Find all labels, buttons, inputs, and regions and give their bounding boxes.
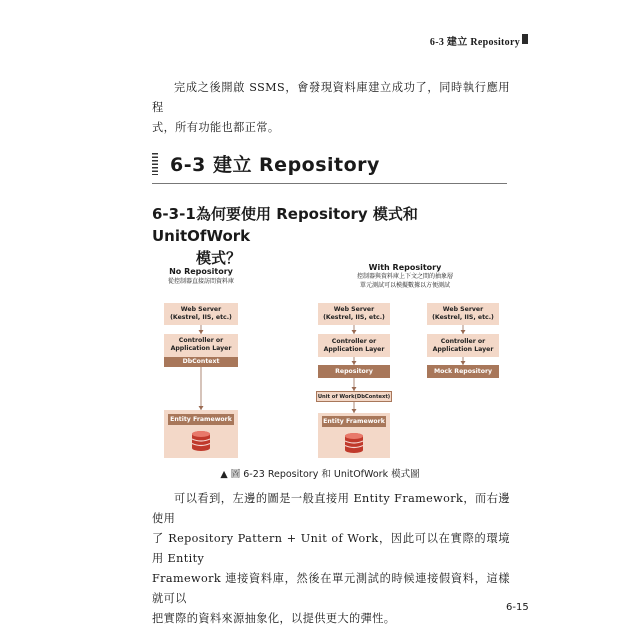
left-entity-framework-box <box>164 410 238 458</box>
section-title: 6-3 建立 Repository <box>170 154 380 176</box>
left-diagram-subtitle: 從控制器直接訪問資料庫 <box>167 278 234 285</box>
subsection-title-line-2: 模式？ <box>196 249 242 267</box>
right-web-server-box: Web Server (Kestrel, IIS, etc.) <box>318 303 390 325</box>
page-number: 6-15 <box>506 602 529 613</box>
body-line-1: 可以看到，左邊的圖是一般直接用 Entity Framework，而右邊使用 <box>152 492 510 525</box>
left-diagram-title: No Repository <box>169 267 233 276</box>
right-database-icon <box>344 432 364 454</box>
left-dbcontext-label: DbContext <box>164 357 238 367</box>
body-paragraph <box>152 489 510 629</box>
subsection-title-line-1: 為何要使用 Repository 模式和 UnitOfWork <box>152 205 418 245</box>
left-controller-label: Controller or Application Layer <box>170 337 232 352</box>
right-entity-framework-label: Entity Framework <box>322 416 386 427</box>
right-diagram-title: With Repository <box>368 263 442 272</box>
test-web-server-box: Web Server (Kestrel, IIS, etc.) <box>427 303 499 325</box>
left-database-icon <box>191 430 211 452</box>
intro-line-1: 完成之後開啟 SSMS，會發現資料庫建立成功了，同時執行應用程 <box>152 81 510 114</box>
running-header: 6-3 建立 Repository <box>429 37 520 48</box>
left-web-server-box: Web Server (Kestrel, IIS, etc.) <box>164 303 238 325</box>
body-line-2: 了 Repository Pattern + Unit of Work，因此可以在實際的環境用 Entity <box>152 532 510 565</box>
left-controller-box <box>164 334 238 367</box>
subsection-number: 6-3-1 <box>152 205 196 223</box>
body-line-3: Framework 連接資料庫，然後在單元測試的時候連接假資料，這樣就可以 <box>152 572 510 605</box>
right-controller-box: Controller or Application Layer <box>318 334 390 357</box>
figure-caption: ▲ 圖 6-23 Repository 和 UnitOfWork 模式圖 <box>220 469 420 480</box>
right-repository-box: Repository <box>318 365 390 378</box>
intro-line-2: 式，所有功能也都正常。 <box>152 121 280 134</box>
left-entity-framework-label: Entity Framework <box>168 414 234 425</box>
right-unit-of-work-box: Unit of Work(DbContext) <box>316 391 392 402</box>
test-controller-box: Controller or Application Layer <box>427 334 499 357</box>
right-diagram-subtitle-1: 控制器與資料庫上下文之間的抽象層 <box>356 273 453 280</box>
right-diagram-subtitle-2: 單元測試可以模擬數據以方便測試 <box>359 282 450 289</box>
right-entity-framework-box <box>318 413 390 458</box>
mock-repository-box: Mock Repository <box>427 365 499 378</box>
body-line-4: 把實際的資料來源抽象化，以提供更大的彈性。 <box>152 612 396 625</box>
